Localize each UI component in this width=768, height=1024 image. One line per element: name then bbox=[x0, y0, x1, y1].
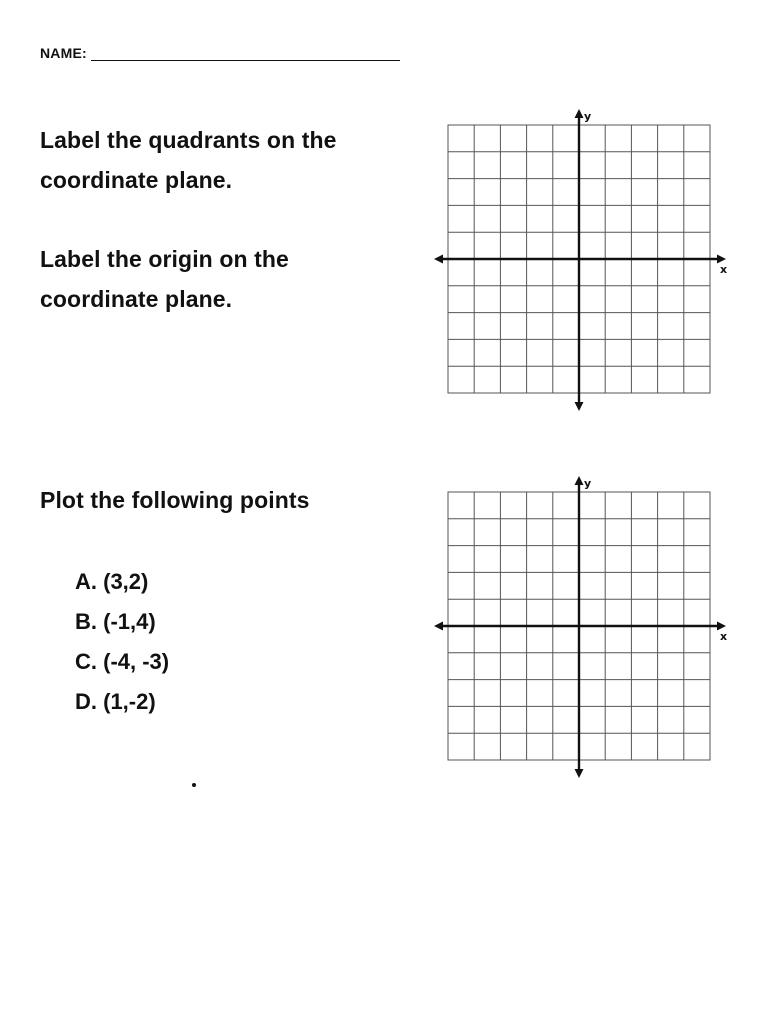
instruction-plot-points: Plot the following points bbox=[40, 487, 310, 513]
y-axis-label: y bbox=[584, 477, 592, 490]
x-axis-label: x bbox=[720, 263, 728, 276]
instruction-label-quadrants: Label the quadrants on the coordinate plane. bbox=[40, 127, 337, 193]
y-axis-arrow-down bbox=[575, 769, 584, 778]
coordinate-plane-1[interactable] bbox=[430, 105, 730, 415]
y-axis-arrow-down bbox=[575, 402, 584, 411]
y-axis-arrow-up bbox=[575, 476, 584, 485]
y-axis-label: y bbox=[584, 110, 592, 123]
coordinate-plane-2[interactable] bbox=[430, 472, 730, 782]
point-item-b: B. (-1,4) bbox=[75, 609, 156, 634]
points-list bbox=[75, 562, 169, 722]
name-blank-line[interactable] bbox=[91, 46, 400, 61]
point-item-c: C. (-4, -3) bbox=[75, 649, 170, 674]
x-axis-arrow-left bbox=[434, 255, 443, 264]
name-label: NAME: bbox=[40, 45, 87, 61]
name-field[interactable] bbox=[40, 45, 400, 61]
y-axis-arrow-up bbox=[575, 109, 584, 118]
stray-dot bbox=[192, 783, 196, 787]
point-item-a: A. (3,2) bbox=[75, 569, 149, 594]
x-axis-arrow-left bbox=[434, 622, 443, 631]
x-axis-label: x bbox=[720, 630, 728, 643]
point-item-d: D. (1,-2) bbox=[75, 689, 156, 714]
instruction-label-origin: Label the origin on the coordinate plane. bbox=[40, 246, 289, 312]
